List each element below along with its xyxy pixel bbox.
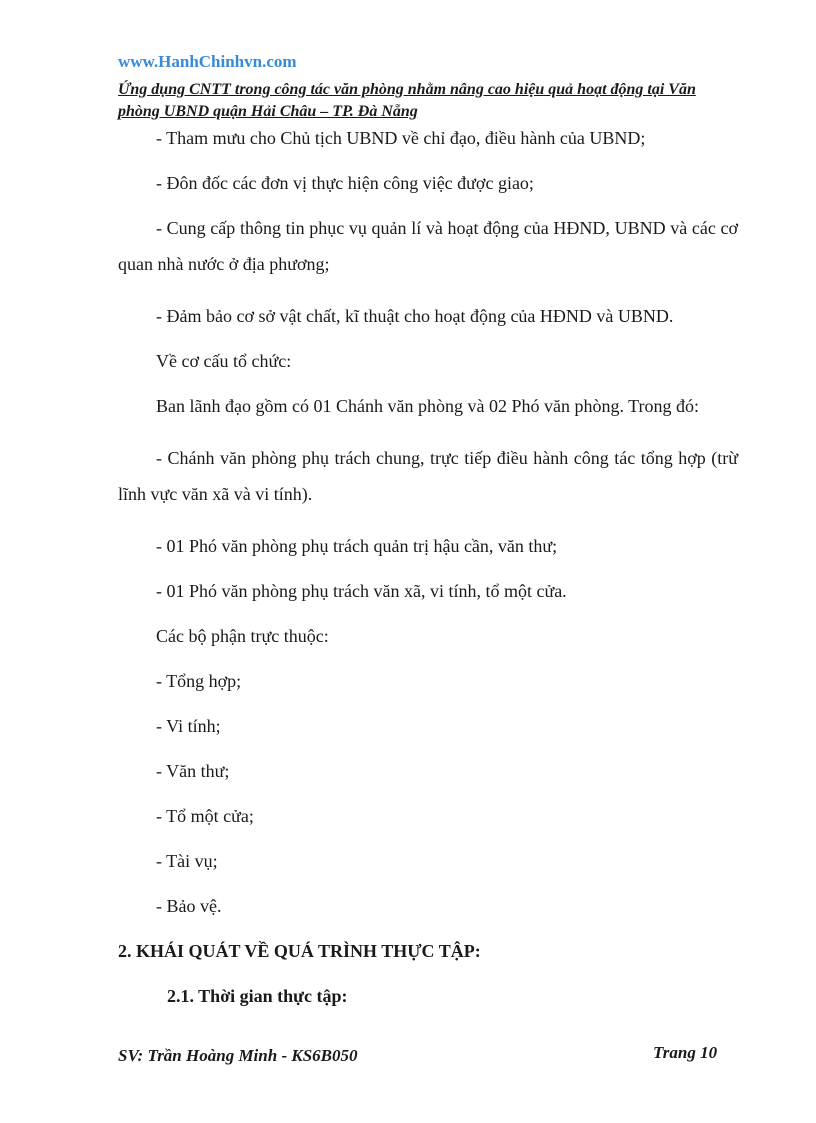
site-url-header: www.HanhChinhvn.com — [118, 52, 297, 71]
section-heading-2-1: 2.1. Thời gian thực tập: — [167, 986, 348, 1006]
paragraph-6: Ban lãnh đạo gồm có 01 Chánh văn phòng và 02 Phó văn phòng. Trong đó: — [156, 396, 699, 416]
list-item-vi-tinh: - Vi tính; — [156, 716, 221, 736]
paragraph-5: Về cơ cấu tổ chức: — [156, 351, 292, 371]
list-item-tong-hop: - Tổng hợp; — [156, 671, 242, 691]
list-item-tai-vu: - Tài vụ; — [156, 851, 218, 871]
footer-student-name: SV: Trần Hoàng Minh - KS6B050 — [118, 1046, 358, 1065]
paragraph-10: Các bộ phận trực thuộc: — [156, 626, 329, 646]
paragraph-7: - Chánh văn phòng phụ trách chung, trực tiếp điều hành công tác tổng hợp (trừ lĩnh vực văn xã và vi tính). — [118, 448, 738, 504]
list-item-to-mot-cua: - Tổ một cửa; — [156, 806, 254, 826]
document-body — [118, 127, 738, 1007]
list-item-bao-ve: - Bảo vệ. — [156, 896, 222, 916]
document-header-title — [118, 79, 738, 123]
paragraph-1: - Tham mưu cho Chủ tịch UBND về chỉ đạo, điều hành của UBND; — [156, 128, 646, 148]
paragraph-4: - Đảm bảo cơ sở vật chất, kĩ thuật cho hoạt động của HĐND và UBND. — [156, 306, 674, 326]
list-item-van-thu: - Văn thư; — [156, 761, 230, 781]
footer-page-number: Trang 10 — [653, 1043, 718, 1062]
header-title-line-1: Ứng dụng CNTT trong công tác văn phòng nhằm nâng cao hiệu quả hoạt động tại Văn — [118, 81, 696, 98]
paragraph-3: - Cung cấp thông tin phục vụ quản lí và hoạt động của HĐND, UBND và các cơ quan nhà nước ở địa phương; — [118, 218, 738, 274]
section-heading-2: 2. KHÁI QUÁT VỀ QUÁ TRÌNH THỰC TẬP: — [118, 941, 481, 961]
paragraph-2: - Đôn đốc các đơn vị thực hiện công việc được giao; — [156, 173, 534, 193]
paragraph-8: - 01 Phó văn phòng phụ trách quản trị hậu cần, văn thư; — [156, 536, 558, 556]
header-title-line-2: phòng UBND quận Hải Châu – TP. Đà Nẵng — [118, 103, 418, 120]
paragraph-9: - 01 Phó văn phòng phụ trách văn xã, vi tính, tổ một cửa. — [156, 581, 567, 601]
